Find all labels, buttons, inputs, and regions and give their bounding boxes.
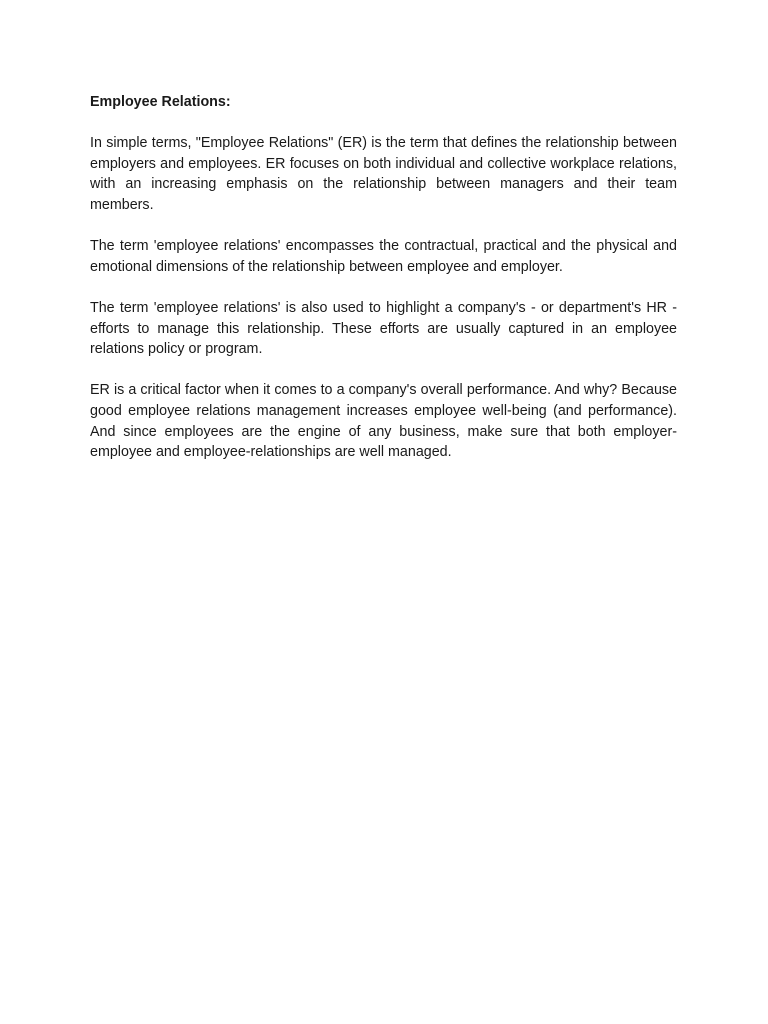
- paragraph-performance: ER is a critical factor when it comes to a company's overall performance. And why? Because good employee relations management increases employee well-being (and performance). And since employees are the engine of any business, make sure that both employer-employee and employee-relationships are well managed.: [90, 382, 677, 461]
- paragraph-hr-efforts: The term 'employee relations' is also used to highlight a company's - or department's HR - efforts to manage this relationship. These efforts are usually captured in an employee relations policy or program.: [90, 299, 677, 358]
- document-body: [90, 92, 677, 483]
- paragraph-dimensions: The term 'employee relations' encompasses the contractual, practical and the physical and emotional dimensions of the relationship between employee and employer.: [90, 238, 677, 275]
- document-title: Employee Relations:: [90, 94, 231, 110]
- paragraph-definition: In simple terms, "Employee Relations" (ER) is the term that defines the relationship between employers and employees. ER focuses on both individual and collective workplace relations, with an increasing emphasis on the relationship between managers and their team members.: [90, 135, 677, 213]
